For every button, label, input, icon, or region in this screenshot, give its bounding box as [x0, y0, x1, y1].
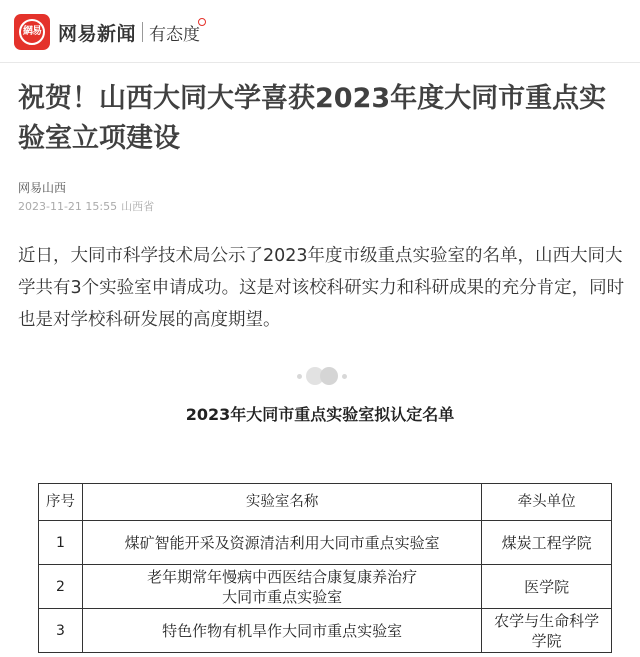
brand-slogan: [149, 20, 206, 45]
table-header-row: [39, 484, 612, 521]
row-lab-name: 煤矿智能开采及资源清洁利用大同市重点实验室: [82, 521, 481, 565]
lab-list-table: [38, 483, 612, 653]
article-paragraph: 近日，大同市科学技术局公示了2023年度市级重点实验室的名单，山西大同大学共有3个实验室申请成功。这是对该校科研实力和科研成果的充分肯定，同时也是对学校科研发展的高度期望。: [18, 246, 625, 330]
header-index: 序号: [39, 484, 83, 521]
article-title: 祝贺！山西大同大学喜获2023年度大同市重点实验室立项建设: [18, 83, 607, 154]
logo-text: 網易: [19, 19, 45, 45]
brand-separator: [142, 22, 143, 42]
article-meta: [18, 198, 158, 214]
header-lab-name: 实验室名称: [82, 484, 481, 521]
row-lab-name: 特色作物有机旱作大同市重点实验室: [82, 609, 481, 653]
site-header: [14, 14, 206, 50]
table-row: [39, 609, 612, 653]
table-row: [39, 521, 612, 565]
brand-name[interactable]: 网易新闻: [58, 22, 137, 45]
row-index: 1: [39, 521, 83, 565]
publish-date: 2023-11-21 15:55: [18, 200, 118, 213]
row-index: 2: [39, 565, 83, 609]
slogan-text: 有态度: [149, 24, 201, 45]
header-lead-unit: 牵头单位: [482, 484, 612, 521]
netease-logo[interactable]: [14, 14, 50, 50]
header-divider: [0, 62, 640, 63]
loader-dot-left: [297, 374, 302, 379]
row-lead-unit: 医学院: [482, 565, 612, 609]
image-loading-placeholder: [287, 366, 357, 386]
row-index: 3: [39, 609, 83, 653]
registered-mark-icon: [198, 18, 206, 26]
loader-circle-icon: [320, 367, 338, 385]
publish-region: 山西省: [121, 200, 155, 213]
table-caption: 2023年大同市重点实验室拟认定名单: [185, 405, 455, 424]
row-lab-name: 老年期常年慢病中西医结合康复康养治疗大同市重点实验室: [82, 565, 481, 609]
loader-dot-right: [342, 374, 347, 379]
row-lead-unit: 煤炭工程学院: [482, 521, 612, 565]
article-source[interactable]: 网易山西: [18, 181, 67, 195]
row-lead-unit: 农学与生命科学学院: [482, 609, 612, 653]
table-row: [39, 565, 612, 609]
